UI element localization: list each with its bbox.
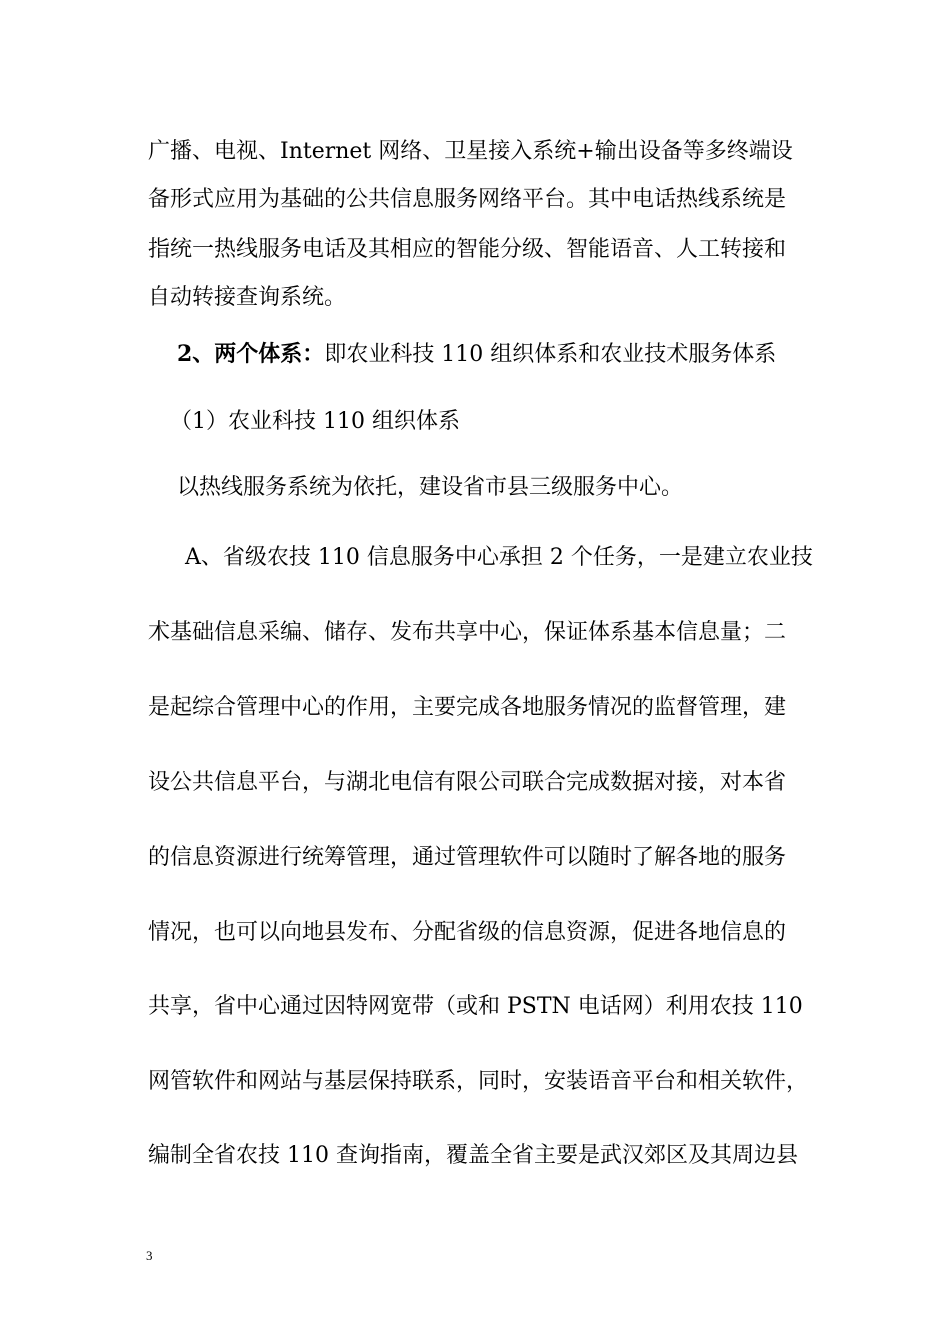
paragraph-1-line-3: 指统一热线服务电话及其相应的智能分级、智能语音、人工转接和 [148,237,787,262]
paragraph-3-line-7: 共享，省中心通过因特网宽带（或和 PSTN 电话网）利用农技 110 [148,994,803,1019]
section-heading-text: 即农业科技 110 组织体系和农业技术服务体系 [324,342,777,367]
paragraph-3-line-5: 的信息资源进行统筹管理，通过管理软件可以随时了解各地的服务 [148,845,787,870]
paragraph-3-line-8: 网管软件和网站与基层保持联系，同时，安装语音平台和相关软件， [148,1069,809,1094]
paragraph-1-line-4: 自动转接查询系统。 [148,285,347,310]
subheading: （1）农业科技 110 组织体系 [170,409,460,434]
paragraph-3-line-1: A、省级农技 110 信息服务中心承担 2 个任务，一是建立农业技 [185,545,813,570]
paragraph-2: 以热线服务系统为依托，建设省市县三级服务中心。 [177,475,684,500]
paragraph-3-line-9: 编制全省农技 110 查询指南，覆盖全省主要是武汉郊区及其周边县 [148,1143,798,1168]
page-number: 3 [146,1248,153,1263]
paragraph-1-line-1: 广播、电视、Internet 网络、卫星接入系统+输出设备等多终端设 [148,139,793,164]
paragraph-3-line-4: 设公共信息平台，与湖北电信有限公司联合完成数据对接，对本省 [148,770,787,795]
paragraph-3-line-3: 是起综合管理中心的作用，主要完成各地服务情况的监督管理，建 [148,695,787,720]
paragraph-1-line-2: 备形式应用为基础的公共信息服务网络平台。其中电话热线系统是 [148,187,787,212]
paragraph-3-line-6: 情况，也可以向地县发布、分配省级的信息资源，促进各地信息的 [148,920,787,945]
section-heading-label: 2、两个体系： [177,341,325,367]
paragraph-3-line-2: 术基础信息采编、储存、发布共享中心，保证体系基本信息量；二 [148,620,787,645]
section-heading [177,340,776,369]
